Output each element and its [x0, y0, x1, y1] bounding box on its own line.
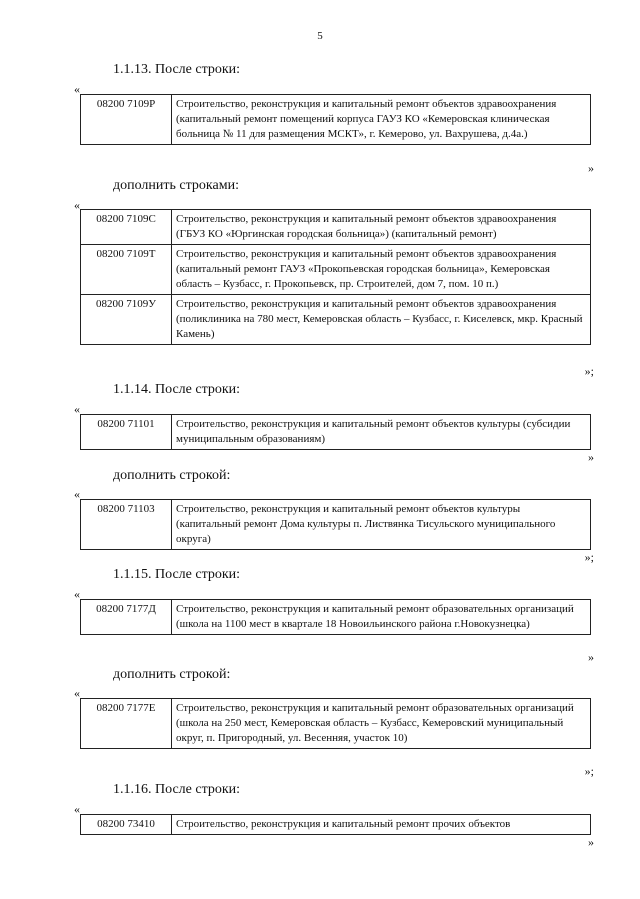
open-quote: «	[74, 402, 80, 416]
table-row	[81, 500, 591, 550]
table-row	[81, 295, 591, 345]
row-description: Строительство, реконструкция и капитальный ремонт прочих объектов	[172, 815, 591, 835]
table-row	[81, 415, 591, 450]
open-quote: «	[74, 802, 80, 816]
budget-code: 08200 71103	[81, 500, 172, 550]
budget-code: 08200 73410	[81, 815, 172, 835]
code-table	[80, 94, 591, 145]
code-table	[80, 814, 591, 835]
code-table	[80, 209, 591, 345]
row-description: Строительство, реконструкция и капитальный ремонт образовательных организаций (школа на 250 мест, Кемеровская область – Кузбасс, Кемеровский муниципальный округ, п. Пригородный, ул. Весенняя, участок 10)	[172, 699, 591, 749]
table-row	[81, 210, 591, 245]
table-row	[81, 95, 591, 145]
close-quote: »;	[584, 550, 594, 564]
budget-code: 08200 7109С	[81, 210, 172, 245]
code-table	[80, 698, 591, 749]
close-quote: »	[588, 161, 594, 175]
close-quote: »	[588, 450, 594, 464]
code-table	[80, 499, 591, 550]
row-description: Строительство, реконструкция и капитальный ремонт объектов культуры (капитальный ремонт Дома культуры п. Листвянка Тисульского муниципального округа)	[172, 500, 591, 550]
row-description: Строительство, реконструкция и капитальный ремонт объектов здравоохранения (поликлиника на 780 мест, Кемеровская область – Кузбасс, г. Киселевск, мкр. Красный Камень)	[172, 295, 591, 345]
row-description: Строительство, реконструкция и капитальный ремонт объектов здравоохранения (капитальный ремонт помещений корпуса ГАУЗ КО «Кемеровская клиническая больница № 11 для размещения МСКТ», г. Кемерово, ул. Вахрушева, д.4а.)	[172, 95, 591, 145]
close-quote: »;	[584, 764, 594, 778]
code-table	[80, 414, 591, 450]
budget-code: 08200 7109Т	[81, 245, 172, 295]
open-quote: «	[74, 686, 80, 700]
open-quote: «	[74, 487, 80, 501]
row-description: Строительство, реконструкция и капитальный ремонт объектов культуры (субсидии муниципальным образованиям)	[172, 415, 591, 450]
budget-code: 08200 7177Е	[81, 699, 172, 749]
code-table	[80, 599, 591, 635]
open-quote: «	[74, 198, 80, 212]
add-label: дополнить строками:	[113, 178, 239, 193]
section-heading: 1.1.14. После строки:	[113, 382, 241, 397]
open-quote: «	[74, 587, 80, 601]
section-heading: 1.1.15. После строки:	[113, 567, 241, 582]
budget-code: 08200 7177Д	[81, 600, 172, 635]
add-label: дополнить строкой:	[113, 468, 231, 483]
budget-code: 08200 7109Р	[81, 95, 172, 145]
section-heading: 1.1.16. После строки:	[113, 782, 241, 797]
row-description: Строительство, реконструкция и капитальный ремонт объектов здравоохранения (капитальный ремонт ГАУЗ «Прокопьевская городская больница», Кемеровская область – Кузбасс, г. Прокопьевск, пр. Строителей, дом 7, пом. 10 п.)	[172, 245, 591, 295]
budget-code: 08200 7109У	[81, 295, 172, 345]
row-description: Строительство, реконструкция и капитальный ремонт образовательных организаций (школа на 1100 мест в квартале 18 Новоильинского района г.Новокузнецка)	[172, 600, 591, 635]
page-number: 5	[317, 30, 323, 42]
close-quote: »;	[584, 364, 594, 378]
close-quote: »	[588, 650, 594, 664]
section-heading: 1.1.13. После строки:	[113, 62, 241, 77]
row-description: Строительство, реконструкция и капитальный ремонт объектов здравоохранения (ГБУЗ КО «Юргинская городская больница») (капитальный ремонт)	[172, 210, 591, 245]
table-row	[81, 815, 591, 835]
table-row	[81, 245, 591, 295]
add-label: дополнить строкой:	[113, 667, 231, 682]
open-quote: «	[74, 82, 80, 96]
table-row	[81, 600, 591, 635]
table-row	[81, 699, 591, 749]
close-quote: »	[588, 835, 594, 849]
budget-code: 08200 71101	[81, 415, 172, 450]
